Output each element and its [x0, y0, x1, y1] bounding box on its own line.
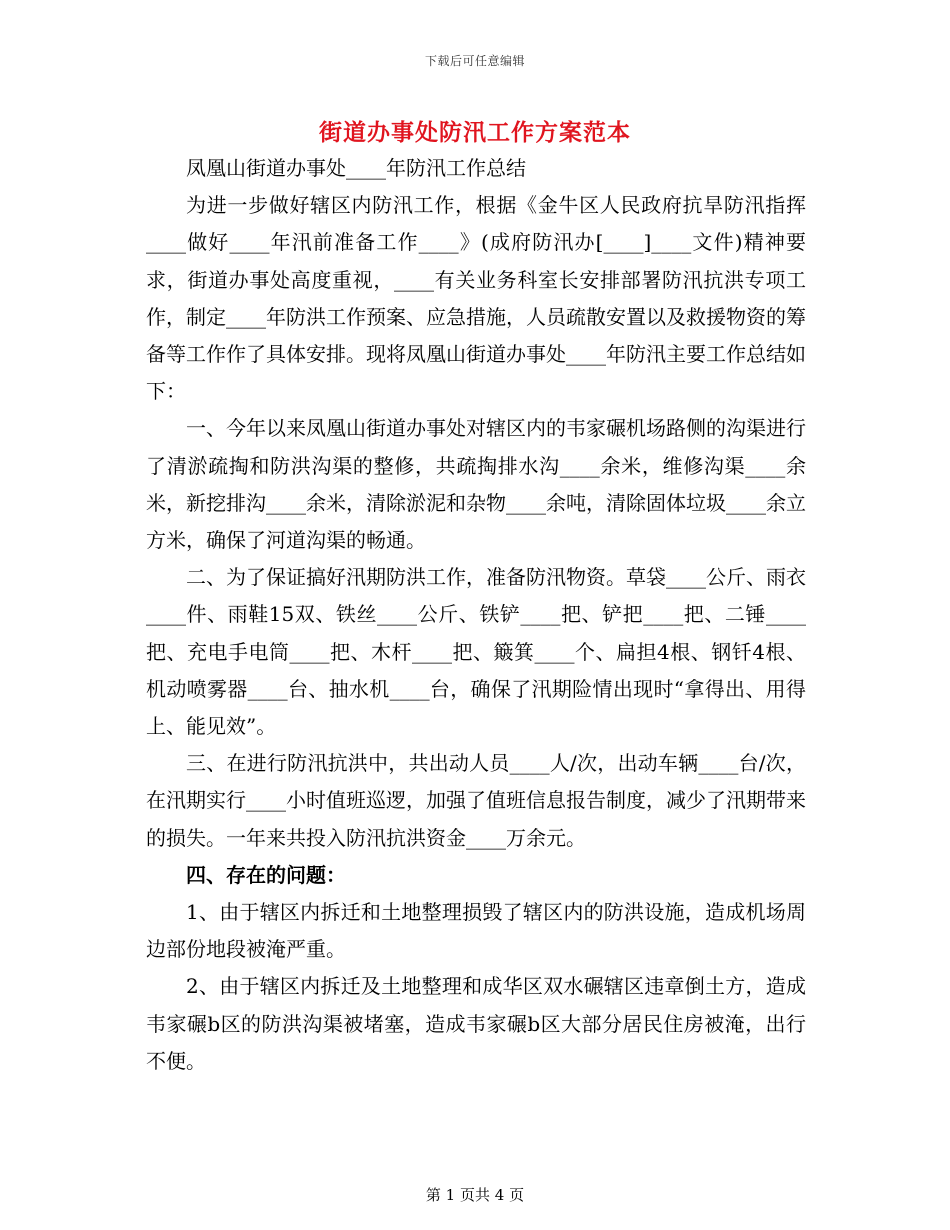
section-one-paragraph: 一、今年以来凤凰山街道办事处对辖区内的韦家碾机场路侧的沟渠进行了清淤疏掏和防洪沟渠的整修，共疏掏排水沟____余米，维修沟渠____余米，新挖排沟____余米，清除淤泥和杂物____余吨，清除固体垃圾____余立方米，确保了河道沟渠的畅通。 [146, 416, 806, 553]
subtitle-paragraph: 凤凰山街道办事处____年防汛工作总结 [186, 156, 526, 180]
page-footer: 第 1 页共 4 页 [425, 1186, 525, 1204]
header-note: 下载后可任意编辑 [424, 54, 525, 68]
document-title: 街道办事处防汛工作方案范本 [319, 119, 631, 146]
problem-item-2: 2、由于辖区内拆迁及土地整理和成华区双水碾辖区违章倒土方，造成韦家碾b区的防洪沟渠被堵塞，造成韦家碾b区大部分居民住房被淹，出行不便。 [146, 974, 806, 1073]
section-three-paragraph: 三、在进行防汛抗洪中，共出动人员____人/次，出动车辆____台/次，在汛期实行____小时值班巡逻，加强了值班信息报告制度，减少了汛期带来的损失。一年来共投入防汛抗洪资金____万余元。 [146, 751, 806, 850]
section-four-heading: 四、存在的问题： [186, 862, 346, 887]
document-body [146, 150, 806, 1080]
intro-paragraph: 为进一步做好辖区内防汛工作，根据《金牛区人民政府抗旱防汛指挥____做好____年汛前准备工作____》(成府防汛办[____]____文件)精神要求，街道办事处高度重视，____有关业务科室长安排部署防汛抗洪专项工作，制定____年防洪工作预案、应急措施，人员疏散安置以及救援物资的筹备等工作作了具体安排。现将凤凰山街道办事处____年防汛主要工作总结如下： [146, 193, 806, 404]
problem-item-1: 1、由于辖区内拆迁和土地整理损毁了辖区内的防洪设施，造成机场周边部份地段被淹严重。 [146, 900, 806, 962]
section-two-paragraph: 二、为了保证搞好汛期防洪工作，准备防汛物资。草袋____公斤、雨衣____件、雨鞋15双、铁丝____公斤、铁铲____把、铲把____把、二锤____把、充电手电筒____把、木杆____把、簸箕____个、扁担4根、钢钎4根、机动喷雾器____台、抽水机____台，确保了汛期险情出现时“拿得出、用得上、能见效”。 [146, 565, 806, 739]
